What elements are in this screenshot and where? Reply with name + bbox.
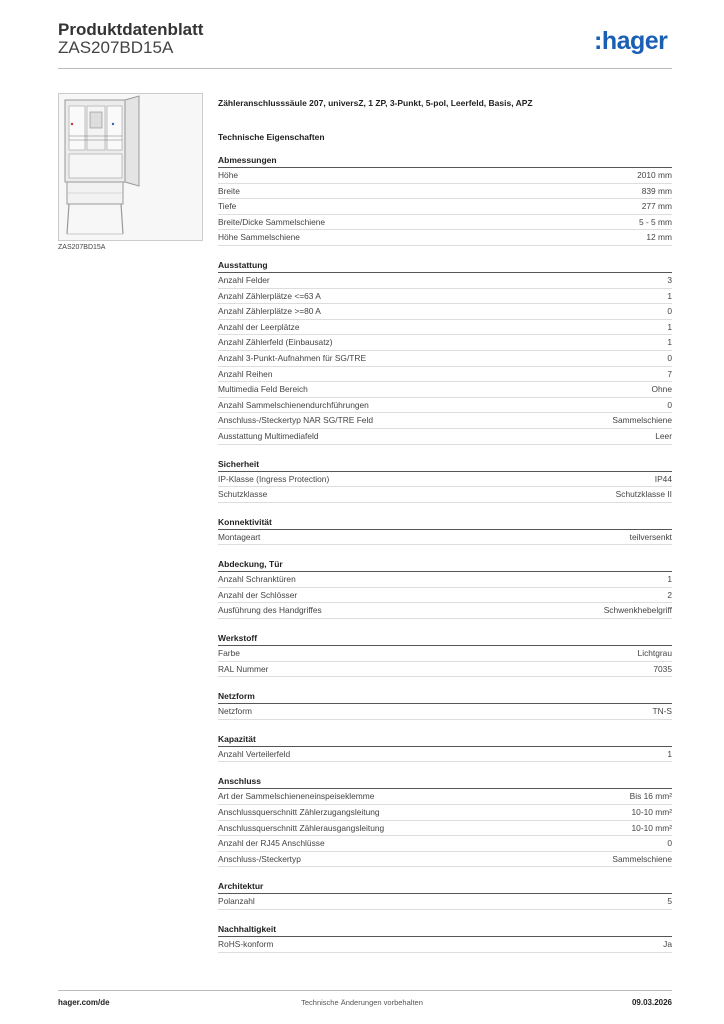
spec-row — [218, 805, 672, 821]
spec-value: Schwenkhebelgriff — [603, 605, 672, 616]
spec-value: 3 — [667, 274, 672, 285]
spec-value: Leer — [655, 430, 672, 441]
spec-value: 0 — [667, 352, 672, 363]
section-title: Abmessungen — [218, 155, 672, 168]
spec-value: Sammelschiene — [612, 415, 672, 426]
spec-label: Anzahl Reihen — [218, 368, 273, 379]
spec-row — [218, 367, 672, 383]
spec-row — [218, 530, 672, 546]
spec-label: Höhe — [218, 170, 239, 180]
spec-value: TN-S — [652, 706, 672, 717]
properties-title: Technische Eigenschaften — [218, 132, 325, 142]
spec-row — [218, 704, 672, 720]
spec-value: 1 — [667, 748, 672, 759]
spec-value: 5 — [667, 896, 672, 907]
spec-sections — [218, 155, 672, 953]
product-image — [58, 93, 203, 241]
spec-value: 0 — [667, 306, 672, 317]
section-title: Konnektivität — [218, 517, 672, 530]
spec-row — [218, 821, 672, 837]
spec-row — [218, 487, 672, 503]
spec-row — [218, 429, 672, 445]
spec-row — [218, 747, 672, 763]
spec-value: Schutzklasse II — [615, 489, 672, 500]
spec-value: 12 mm — [646, 232, 672, 243]
page-title: Produktdatenblatt — [58, 20, 204, 39]
product-code: ZAS207BD15A — [58, 38, 174, 57]
spec-label: RAL Nummer — [218, 663, 269, 674]
spec-value: 0 — [667, 399, 672, 410]
spec-value: 1 — [667, 337, 672, 348]
spec-label: Anschluss-/Steckertyp NAR SG/TRE Feld — [218, 415, 373, 426]
spec-section — [218, 459, 672, 503]
spec-value: 2 — [667, 589, 672, 600]
spec-label: Anschlussquerschnitt Zählerzugangsleitung — [218, 807, 380, 818]
footer-divider — [58, 990, 672, 991]
spec-label: RoHS-konform — [218, 939, 274, 949]
spec-row — [218, 852, 672, 868]
section-title: Netzform — [218, 691, 672, 704]
section-title: Nachhaltigkeit — [218, 924, 672, 937]
spec-value: Lichtgrau — [637, 648, 672, 659]
spec-row — [218, 320, 672, 336]
spec-label: Höhe Sammelschiene — [218, 232, 300, 243]
spec-value: 7035 — [653, 663, 672, 674]
spec-content — [218, 98, 672, 967]
spec-label: Breite/Dicke Sammelschiene — [218, 216, 326, 227]
spec-label: Anzahl Zählerfeld (Einbausatz) — [218, 337, 333, 348]
spec-value: 1 — [667, 290, 672, 301]
footer-date: 09.03.2026 — [631, 998, 672, 1007]
spec-label: Anzahl Schranktüren — [218, 574, 296, 585]
spec-value: 2010 mm — [637, 170, 672, 180]
spec-value: teilversenkt — [629, 531, 672, 542]
spec-value: Sammelschiene — [612, 853, 672, 864]
spec-label: Ausstattung Multimediafeld — [218, 430, 319, 441]
spec-row — [218, 603, 672, 619]
spec-label: Multimedia Feld Bereich — [218, 384, 308, 395]
spec-label: Anzahl der Schlösser — [218, 589, 298, 600]
spec-row — [218, 273, 672, 289]
spec-label: Anzahl 3-Punkt-Aufnahmen für SG/TRE — [218, 352, 367, 363]
section-title: Ausstattung — [218, 260, 672, 273]
spec-row — [218, 168, 672, 184]
spec-label: Breite — [218, 185, 240, 196]
section-title: Abdeckung, Tür — [218, 559, 672, 572]
spec-section — [218, 155, 672, 246]
spec-row — [218, 789, 672, 805]
spec-value: 839 mm — [641, 185, 672, 196]
spec-section — [218, 559, 672, 619]
spec-section — [218, 633, 672, 677]
spec-row — [218, 413, 672, 429]
spec-value: 0 — [667, 838, 672, 849]
spec-label: Anschlussquerschnitt Zählerausgangsleitung — [218, 822, 385, 833]
spec-label: Anzahl der Leerplätze — [218, 321, 300, 332]
spec-row — [218, 662, 672, 678]
spec-section — [218, 881, 672, 910]
spec-section — [218, 924, 672, 953]
spec-section — [218, 691, 672, 720]
spec-label: Netzform — [218, 706, 252, 717]
hager-logo: :hager — [594, 27, 668, 55]
footer-website: hager.com/de — [58, 998, 110, 1007]
spec-value: 1 — [667, 321, 672, 332]
image-caption: ZAS207BD15A — [58, 244, 106, 251]
spec-value: Ja — [663, 939, 672, 949]
spec-row — [218, 289, 672, 305]
spec-row — [218, 351, 672, 367]
spec-label: Farbe — [218, 648, 240, 659]
spec-row — [218, 215, 672, 231]
meter-cabinet-illustration — [59, 94, 202, 240]
spec-label: Polanzahl — [218, 896, 255, 907]
footer-note: Technische Änderungen vorbehalten — [301, 998, 423, 1007]
spec-value: 277 mm — [641, 201, 672, 212]
spec-label: IP-Klasse (Ingress Protection) — [218, 473, 330, 484]
spec-row — [218, 184, 672, 200]
spec-section — [218, 517, 672, 546]
spec-label: Anzahl Felder — [218, 274, 270, 285]
spec-row — [218, 199, 672, 215]
spec-row — [218, 304, 672, 320]
spec-value: 7 — [667, 368, 672, 379]
spec-row — [218, 472, 672, 488]
spec-label: Tiefe — [218, 201, 237, 212]
section-title: Anschluss — [218, 776, 672, 789]
spec-section — [218, 734, 672, 763]
header-divider — [58, 68, 672, 69]
spec-label: Schutzklasse — [218, 489, 268, 500]
spec-value: 1 — [667, 574, 672, 585]
spec-value: IP44 — [654, 473, 672, 484]
spec-row — [218, 572, 672, 588]
spec-row — [218, 937, 672, 953]
spec-label: Ausführung des Handgriffes — [218, 605, 322, 616]
spec-label: Anzahl Sammelschienendurchführungen — [218, 399, 369, 410]
spec-row — [218, 836, 672, 852]
spec-section — [218, 260, 672, 445]
spec-value: Ohne — [651, 384, 672, 395]
spec-label: Anzahl Zählerplätze <=63 A — [218, 290, 321, 301]
spec-row — [218, 646, 672, 662]
spec-value: 5 - 5 mm — [638, 216, 672, 227]
section-title: Architektur — [218, 881, 672, 894]
logo-text: hager — [601, 27, 668, 55]
spec-row — [218, 230, 672, 246]
spec-label: Anzahl der RJ45 Anschlüsse — [218, 838, 325, 849]
spec-value: 10-10 mm² — [631, 807, 672, 818]
spec-value: Bis 16 mm² — [629, 791, 672, 802]
spec-label: Art der Sammelschieneneinspeiseklemme — [218, 791, 375, 802]
spec-label: Anzahl Zählerplätze >=80 A — [218, 306, 321, 317]
spec-row — [218, 894, 672, 910]
spec-label: Montageart — [218, 531, 261, 542]
section-title: Sicherheit — [218, 459, 672, 472]
spec-row — [218, 382, 672, 398]
spec-value: 10-10 mm² — [631, 822, 672, 833]
spec-label: Anschluss-/Steckertyp — [218, 853, 301, 864]
product-description: Zähleranschlusssäule 207, universZ, 1 ZP, 3-Punkt, 5-pol, Leerfeld, Basis, APZ — [218, 98, 533, 108]
spec-section — [218, 776, 672, 867]
section-title: Kapazität — [218, 734, 672, 747]
spec-row — [218, 588, 672, 604]
section-title: Werkstoff — [218, 633, 672, 646]
spec-row — [218, 398, 672, 414]
spec-row — [218, 335, 672, 351]
spec-label: Anzahl Verteilerfeld — [218, 748, 291, 759]
